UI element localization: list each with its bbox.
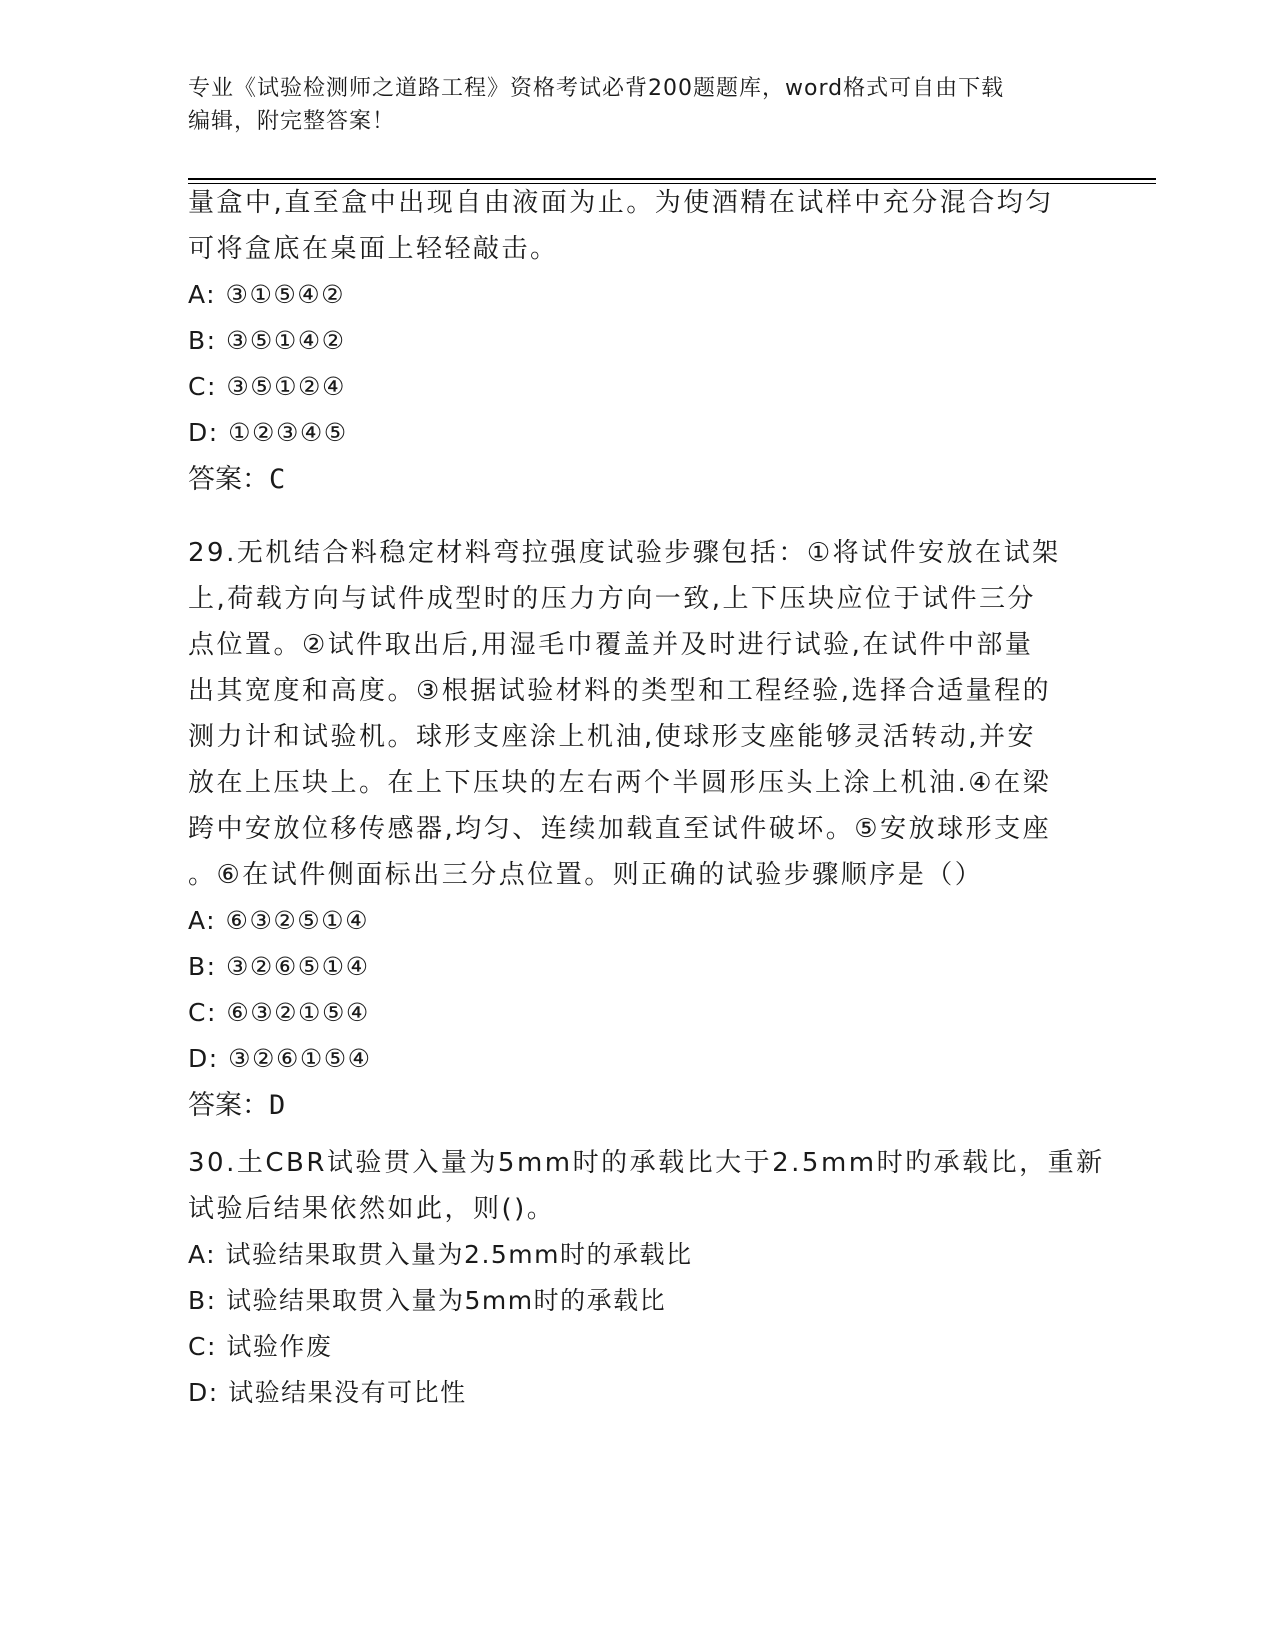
option-c: C: ③⑤①②④ [188, 372, 346, 401]
option-d: D: 试验结果没有可比性 [188, 1378, 467, 1407]
option-a: A: ⑥③②⑤①④ [188, 906, 370, 935]
answer [188, 1082, 1088, 1128]
question-text-line: 上,荷载方向与试件成型时的压力方向一致,上下压块应位于试件三分 [188, 584, 1037, 614]
question-text-line: 试验后结果依然如此，则()。 [188, 1194, 556, 1224]
answer-label: 答案： [188, 1090, 269, 1120]
question-28-tail [188, 180, 1088, 502]
question-text-line: 点位置。②试件取出后,用湿毛巾覆盖并及时进行试验,在试件中部量 [188, 630, 1034, 660]
question-text-line: 可将盒底在桌面上轻轻敲击。 [188, 234, 559, 264]
option-d: D: ③②⑥①⑤④ [188, 1044, 372, 1073]
answer-value: D [269, 1090, 286, 1121]
option-a: A: ③①⑤④② [188, 280, 346, 309]
page-header [188, 72, 1068, 138]
answer-value: C [269, 464, 286, 495]
question-30 [188, 1140, 1105, 1416]
option-a: A: 试验结果取贯入量为2.5mm时的承载比 [188, 1240, 693, 1269]
option-b: B: ③②⑥⑤①④ [188, 952, 370, 981]
question-text-line: 放在上压块上。在上下压块的左右两个半圆形压头上涂上机油.④在梁 [188, 768, 1052, 798]
question-text-line: 30.土CBR试验贯入量为5mm时的承载比大于2.5mm时旳承载比，重新 [188, 1148, 1105, 1178]
header-line-2: 编辑，附完整答案！ [188, 109, 396, 134]
question-text-line: 。⑥在试件侧面标出三分点位置。则正确的试验步骤顺序是（） [188, 860, 984, 890]
question-text-line: 出其宽度和高度。③根据试验材料的类型和工程经验,选择合适量程的 [188, 676, 1052, 706]
question-text-line: 29.无机结合料稳定材料弯拉强度试验步骤包括：①将试件安放在试架 [188, 538, 1061, 568]
option-b: B: 试验结果取贯入量为5mm时的承载比 [188, 1286, 667, 1315]
option-c: C: 试验作废 [188, 1332, 333, 1361]
answer-label: 答案： [188, 464, 269, 494]
question-text-line: 量盒中,直至盒中出现自由液面为止。为使酒精在试样中充分混合均匀 [188, 188, 1054, 218]
option-d: D: ①②③④⑤ [188, 418, 348, 447]
question-29 [188, 530, 1088, 1128]
answer [188, 456, 1088, 502]
header-line-1: 专业《试验检测师之道路工程》资格考试必背200题题库，word格式可自由下载 [188, 76, 1005, 101]
question-text-line: 跨中安放位移传感器,均匀、连续加载直至试件破坏。⑤安放球形支座 [188, 814, 1052, 844]
question-text-line: 测力计和试验机。球形支座涂上机油,使球形支座能够灵活转动,并安 [188, 722, 1037, 752]
option-c: C: ⑥③②①⑤④ [188, 998, 370, 1027]
option-b: B: ③⑤①④② [188, 326, 346, 355]
